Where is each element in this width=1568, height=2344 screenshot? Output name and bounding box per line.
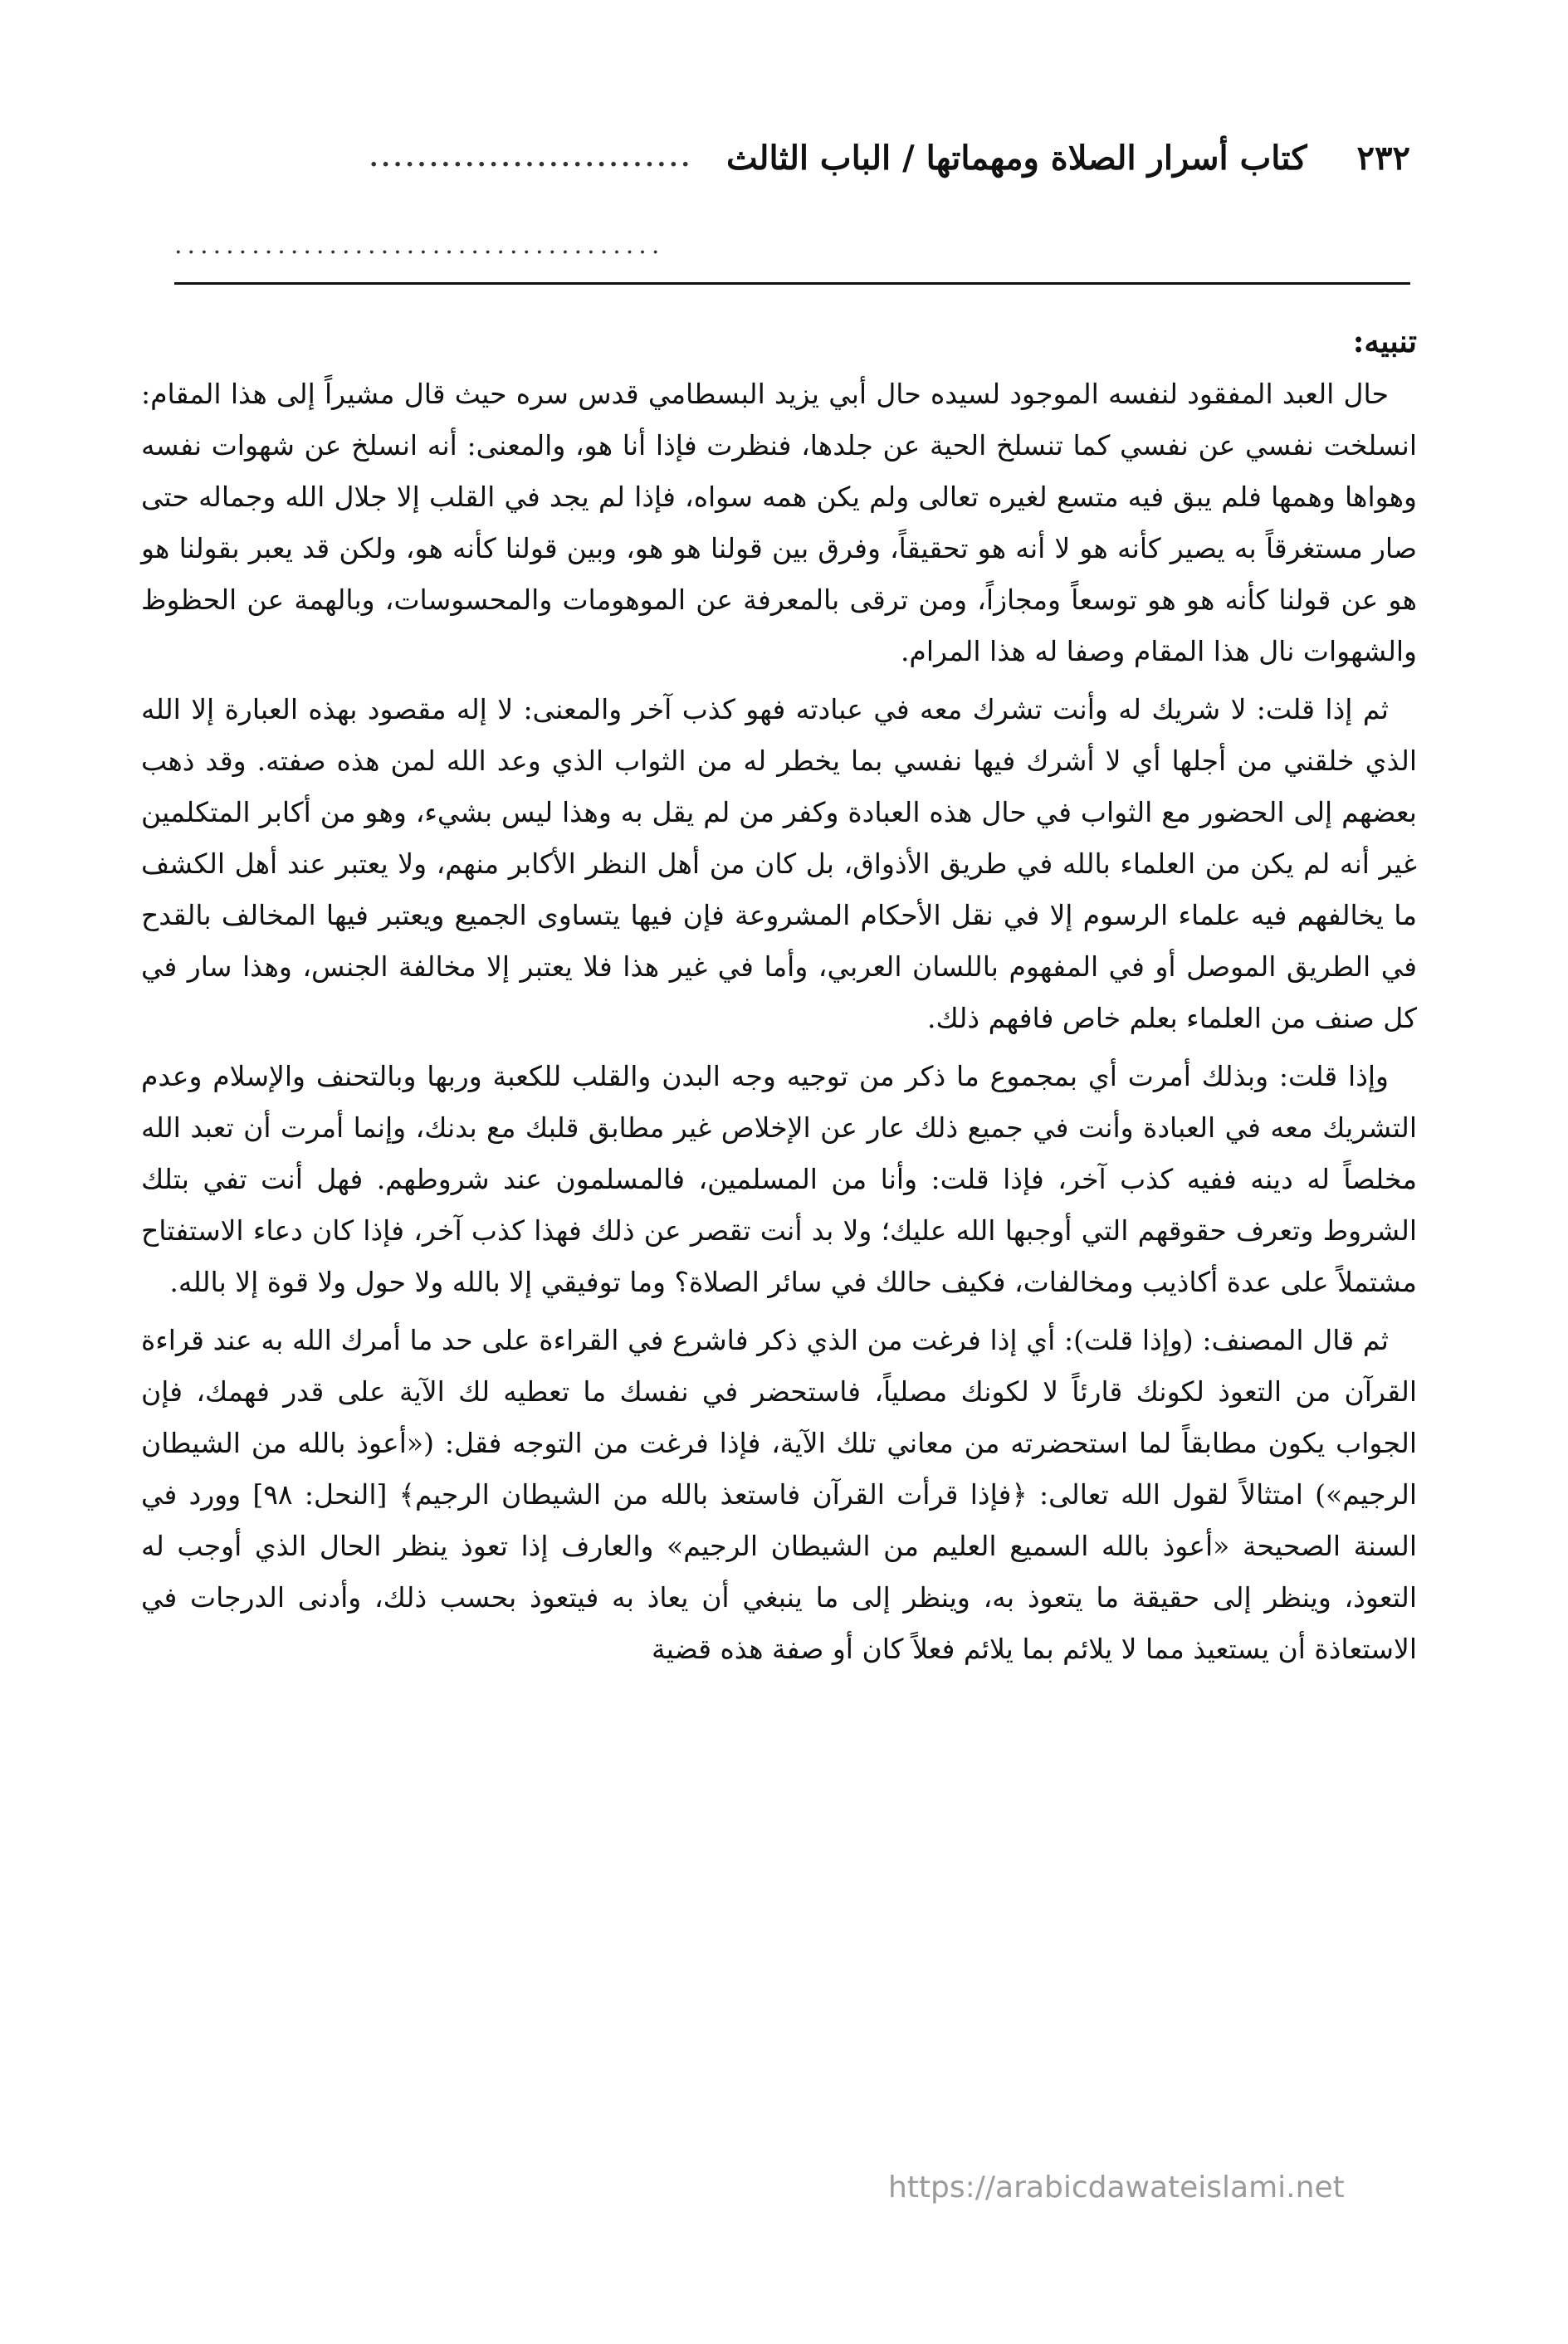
- page-number: ٢٣٢: [1356, 138, 1410, 178]
- watermark-url: https://arabicdawateislami.net: [888, 2171, 1345, 2205]
- paragraph-4: ثم قال المصنف: (وإذا قلت): أي إذا فرغت من الذي ذكر فاشرع في القراءة على حد ما أمرك الله به عند قراءة القرآن من التعوذ لكونك قارئاً لا لكونك مصلياً، فاستحضر في نفسك ما تعطيه لك الآية على قدر فهمك، فإن الجواب يكون مطابقاً لما استحضرته من معاني تلك الآية، فإذا فرغت من التوجه فقل: («أعوذ بالله من الشيطان الرجيم») امتثالاً لقول الله تعالى: ﴿فإذا قرأت القرآن فاستعذ بالله من الشيطان الرجيم﴾ [النحل: ٩٨] وورد في السنة الصحيحة «أعوذ بالله السميع العليم من الشيطان الرجيم» والعارف إذا تعوذ ينظر الحال الذي أوجب له التعوذ، وينظر إلى حقيقة ما يتعوذ به، وينظر إلى ما ينبغي أن يعاذ به فيتعوذ بحسب ذلك، وأدنى الدرجات في الاستعاذة أن يستعيذ مما لا يلائم بما يلائم فعلاً كان أو صفة هذه قضية: [141, 1324, 1417, 1665]
- header-sub-dot-leader: ......................................: [174, 231, 665, 260]
- running-title: كتاب أسرار الصلاة ومهماتها / الباب الثالث: [725, 138, 1307, 178]
- section-heading: تنبيه:: [1352, 323, 1417, 359]
- body-text: [141, 315, 1417, 1682]
- header-rule: [174, 282, 1410, 285]
- header-dot-leader: ...........................: [369, 143, 693, 173]
- paragraph-2: ثم إذا قلت: لا شريك له وأنت تشرك معه في عبادته فهو كذب آخر والمعنى: لا إله مقصود بهذه العبارة إلا الله الذي خلقني من أجلها أي لا أشرك فيها نفسي بما يخطر له من الثواب الذي وعد الله لمن هذه صفته. وقد ذهب بعضهم إلى الحضور مع الثواب في حال هذه العبادة وكفر من لم يقل به وهذا ليس بشيء، وهو من أكابر المتكلمين غير أنه لم يكن من العلماء بالله في طريق الأذواق، بل كان من أهل النظر الأكابر منهم، ولا يعتبر عند أهل الكشف ما يخالفهم فيه علماء الرسوم إلا في نقل الأحكام المشروعة فإن فيها يتساوى الجميع ويعتبر فيها المخالف بالقدح في الطريق الموصل أو في المفهوم باللسان العربي، وأما في غير هذا فلا يعتبر إلا مخالفة الجنس، وهذا سار في كل صنف من العلماء بعلم خاص فافهم ذلك.: [141, 693, 1417, 1034]
- running-header: [158, 133, 1410, 183]
- paragraph-1: حال العبد المفقود لنفسه الموجود لسيده حال أبي يزيد البسطامي قدس سره حيث قال مشيراً إلى هذا المقام: انسلخت نفسي عن نفسي كما تنسلخ الحية عن جلدها، فنظرت فإذا أنا هو، والمعنى: أنه انسلخ عن شهوات نفسه وهواها وهمها فلم يبق فيه متسع لغيره تعالى ولم يكن همه سواه، فإذا لم يجد في القلب إلا جلال الله وجماله حتى صار مستغرقاً به يصير كأنه هو لا أنه هو تحقيقاً، وفرق بين قولنا هو هو، وبين قولنا كأنه هو، ولكن قد يعبر بقولنا هو هو عن قولنا كأنه هو هو توسعاً ومجازاً، ومن ترقى بالمعرفة عن الموهومات والمحسوسات، وبالهمة عن الحظوظ والشهوات نال هذا المقام وصفا له هذا المرام.: [141, 378, 1417, 667]
- paragraph-3: وإذا قلت: وبذلك أمرت أي بمجموع ما ذكر من توجيه وجه البدن والقلب للكعبة وربها وبالتحنف والإسلام وعدم التشريك معه في العبادة وأنت في جميع ذلك عار عن الإخلاص غير مطابق قلبك مع بدنك، وإنما أمرت أن تعبد الله مخلصاً له دينه ففيه كذب آخر، فإذا قلت: وأنا من المسلمين، فالمسلمون عند شروطهم. فهل أنت تفي بتلك الشروط وتعرف حقوقهم التي أوجبها الله عليك؛ ولا بد أنت تقصر عن ذلك فهذا كذب آخر، فإذا كان دعاء الاستفتاح مشتملاً على عدة أكاذيب ومخالفات، فكيف حالك في سائر الصلاة؟ وما توفيقي إلا بالله ولا حول ولا قوة إلا بالله.: [141, 1060, 1417, 1298]
